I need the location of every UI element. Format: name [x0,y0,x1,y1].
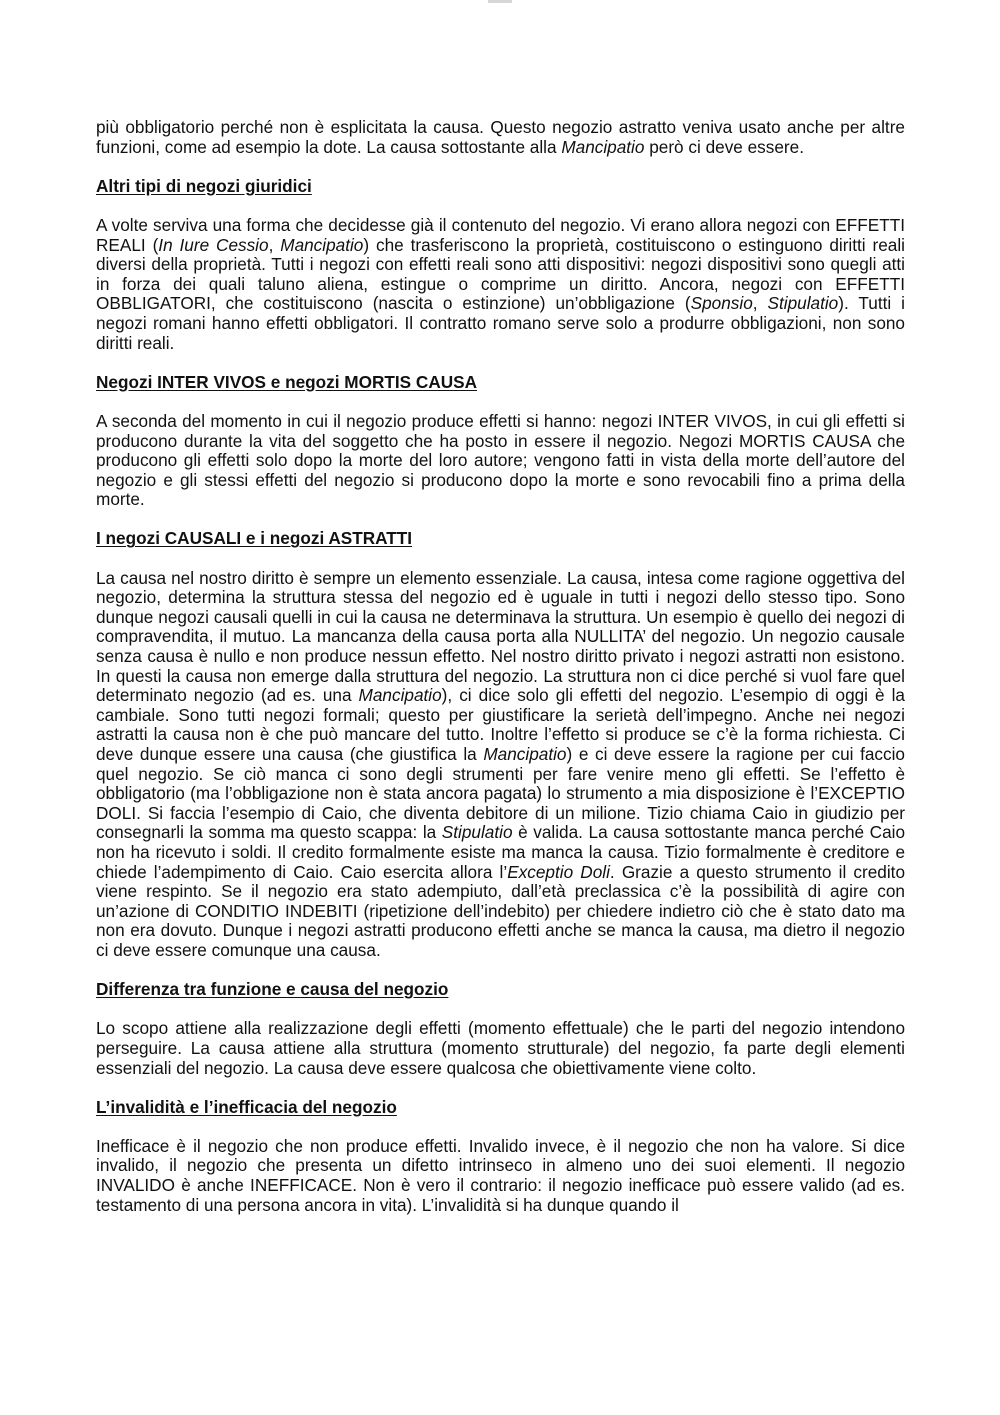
document-page [96,118,905,1215]
section-paragraph-funzione-causa: Lo scopo attiene alla realizzazione degli effetti (momento effettuale) che le parti del negozio intendono perseguire. La causa attiene alla struttura (momento strutturale) del negozio, fa parte degli elementi essenziali del negozio. La causa deve essere qualcosa che obiettivamente viene colto. [96,1018,905,1078]
section-heading-invalidita: L’invalidità e l’inefficacia del negozio [96,1096,397,1117]
section-heading-altri-tipi: Altri tipi di negozi giuridici [96,175,312,196]
section-paragraph-altri-tipi: A volte serviva una forma che decidesse già il contenuto del negozio. Vi erano allora negozi con EFFETTI REALI (In Iure Cessio, Mancipatio) che trasferiscono la proprietà, costituiscono o estinguono diritti reali diversi della proprietà. Tutti i negozi con effetti reali sono atti dispositivi: negozi dispositivi sono quegli atti in forza dei quali taluno aliena, estingue o comprime un diritto. Ancora, negozi con EFFETTI OBBLIGATORI, che costituiscono (nascita o estinzione) un’obbligazione (Sponsio, Stipulatio). Tutti i negozi romani hanno effetti obbligatori. Il contratto romano serve solo a produrre obbligazioni, non sono diritti reali. [96,214,905,353]
section-heading-funzione-causa: Differenza tra funzione e causa del negozio [96,979,449,1000]
section-heading-causali-astratti: I negozi CAUSALI e i negozi ASTRATTI [96,528,413,549]
page-header-mark [488,0,512,3]
section-paragraph-causali-astratti: La causa nel nostro diritto è sempre un elemento essenziale. La causa, intesa come ragione oggettiva del negozio, determina la struttura stessa del negozio ed è uguale in tutti i negozi dello stesso tipo. Sono dunque negozi causali quelli in cui la causa ne determinava la struttura. Un esempio è quello dei negozi di compravendita, il mutuo. La mancanza della causa porta alla NULLITA’ del negozio. Un negozio causale senza causa è nullo e non produce nessun effetto. Nel nostro diritto privato i negozi astratti non esistono. In questi la causa non emerge dalla struttura del negozio. La struttura non ci dice perché si vuol fare quel determinato negozio (ad es. una Mancipatio), ci dice solo gli effetti del negozio. L’esempio di oggi è la cambiale. Sono tutti negozi formali; questo per giustificare la serietà dell’impegno. Anche nei negozi astratti la causa non è che può mancare del tutto. Inoltre l’effetto si produce se c’è la forma richiesta. Ci deve dunque essere una causa (che giustifica la Mancipatio) e ci deve essere la ragione per cui faccio quel negozio. Se ciò manca ci sono degli strumenti per fare venire meno gli effetti. Se l’effetto è obbligatorio (ma l’obbligazione non è stata ancora pagata) lo strumento a mia disposizione è l’EXCEPTIO DOLI. Si faccia l’esempio di Caio, che diventa debitore di un milione. Tizio chiama Caio in giudizio per consegnarli la somma ma questo scappa: la Stipulatio è valida. La causa sottostante manca perché Caio non ha ricevuto i soldi. Il credito formalmente esiste ma manca la causa. Tizio formalmente è creditore e chiede l’adempimento di Caio. Caio esercita allora l’Exceptio Doli. Grazie a questo strumento il credito viene respinto. Se il negozio era stato adempiuto, dall’età preclassica c’è la possibilità di agire con un’azione di CONDITIO INDEBITI (ripetizione dell’indebito) per chiedere indietro ciò che è stato dato ma non era dovuto. Dunque i negozi astratti producono effetti anche se manca la causa, ma dietro il negozio ci deve essere comunque una causa. [96,567,906,960]
section-heading-inter-vivos: Negozi INTER VIVOS e negozi MORTIS CAUSA [96,371,478,392]
section-paragraph-inter-vivos: A seconda del momento in cui il negozio produce effetti si hanno: negozi INTER VIVOS, in cui gli effetti si producono durante la vita del soggetto che ha posto in essere il negozio. Negozi MORTIS CAUSA che producono gli effetti solo dopo la morte del loro autore; vengono fatti in vista della morte dell’autore del negozio e gli stessi effetti del negozio si producono dopo la morte e sono revocabili fino a prima della morte. [96,410,905,510]
intro-paragraph: più obbligatorio perché non è esplicitata la causa. Questo negozio astratto veniva usato anche per altre funzioni, come ad esempio la dote. La causa sottostante alla Mancipatio però ci deve essere. [96,117,905,157]
section-paragraph-invalidita: Inefficace è il negozio che non produce effetti. Invalido invece, è il negozio che non ha valore. Si dice invalido, il negozio che presenta un difetto intrinseco in almeno uno dei suoi elementi. Il negozio INVALIDO è anche INEFFICACE. Non è vero il contrario: il negozio inefficace può essere valido (ad es. testamento di una persona ancora in vita). L’invalidità si ha dunque quando il [96,1135,905,1215]
